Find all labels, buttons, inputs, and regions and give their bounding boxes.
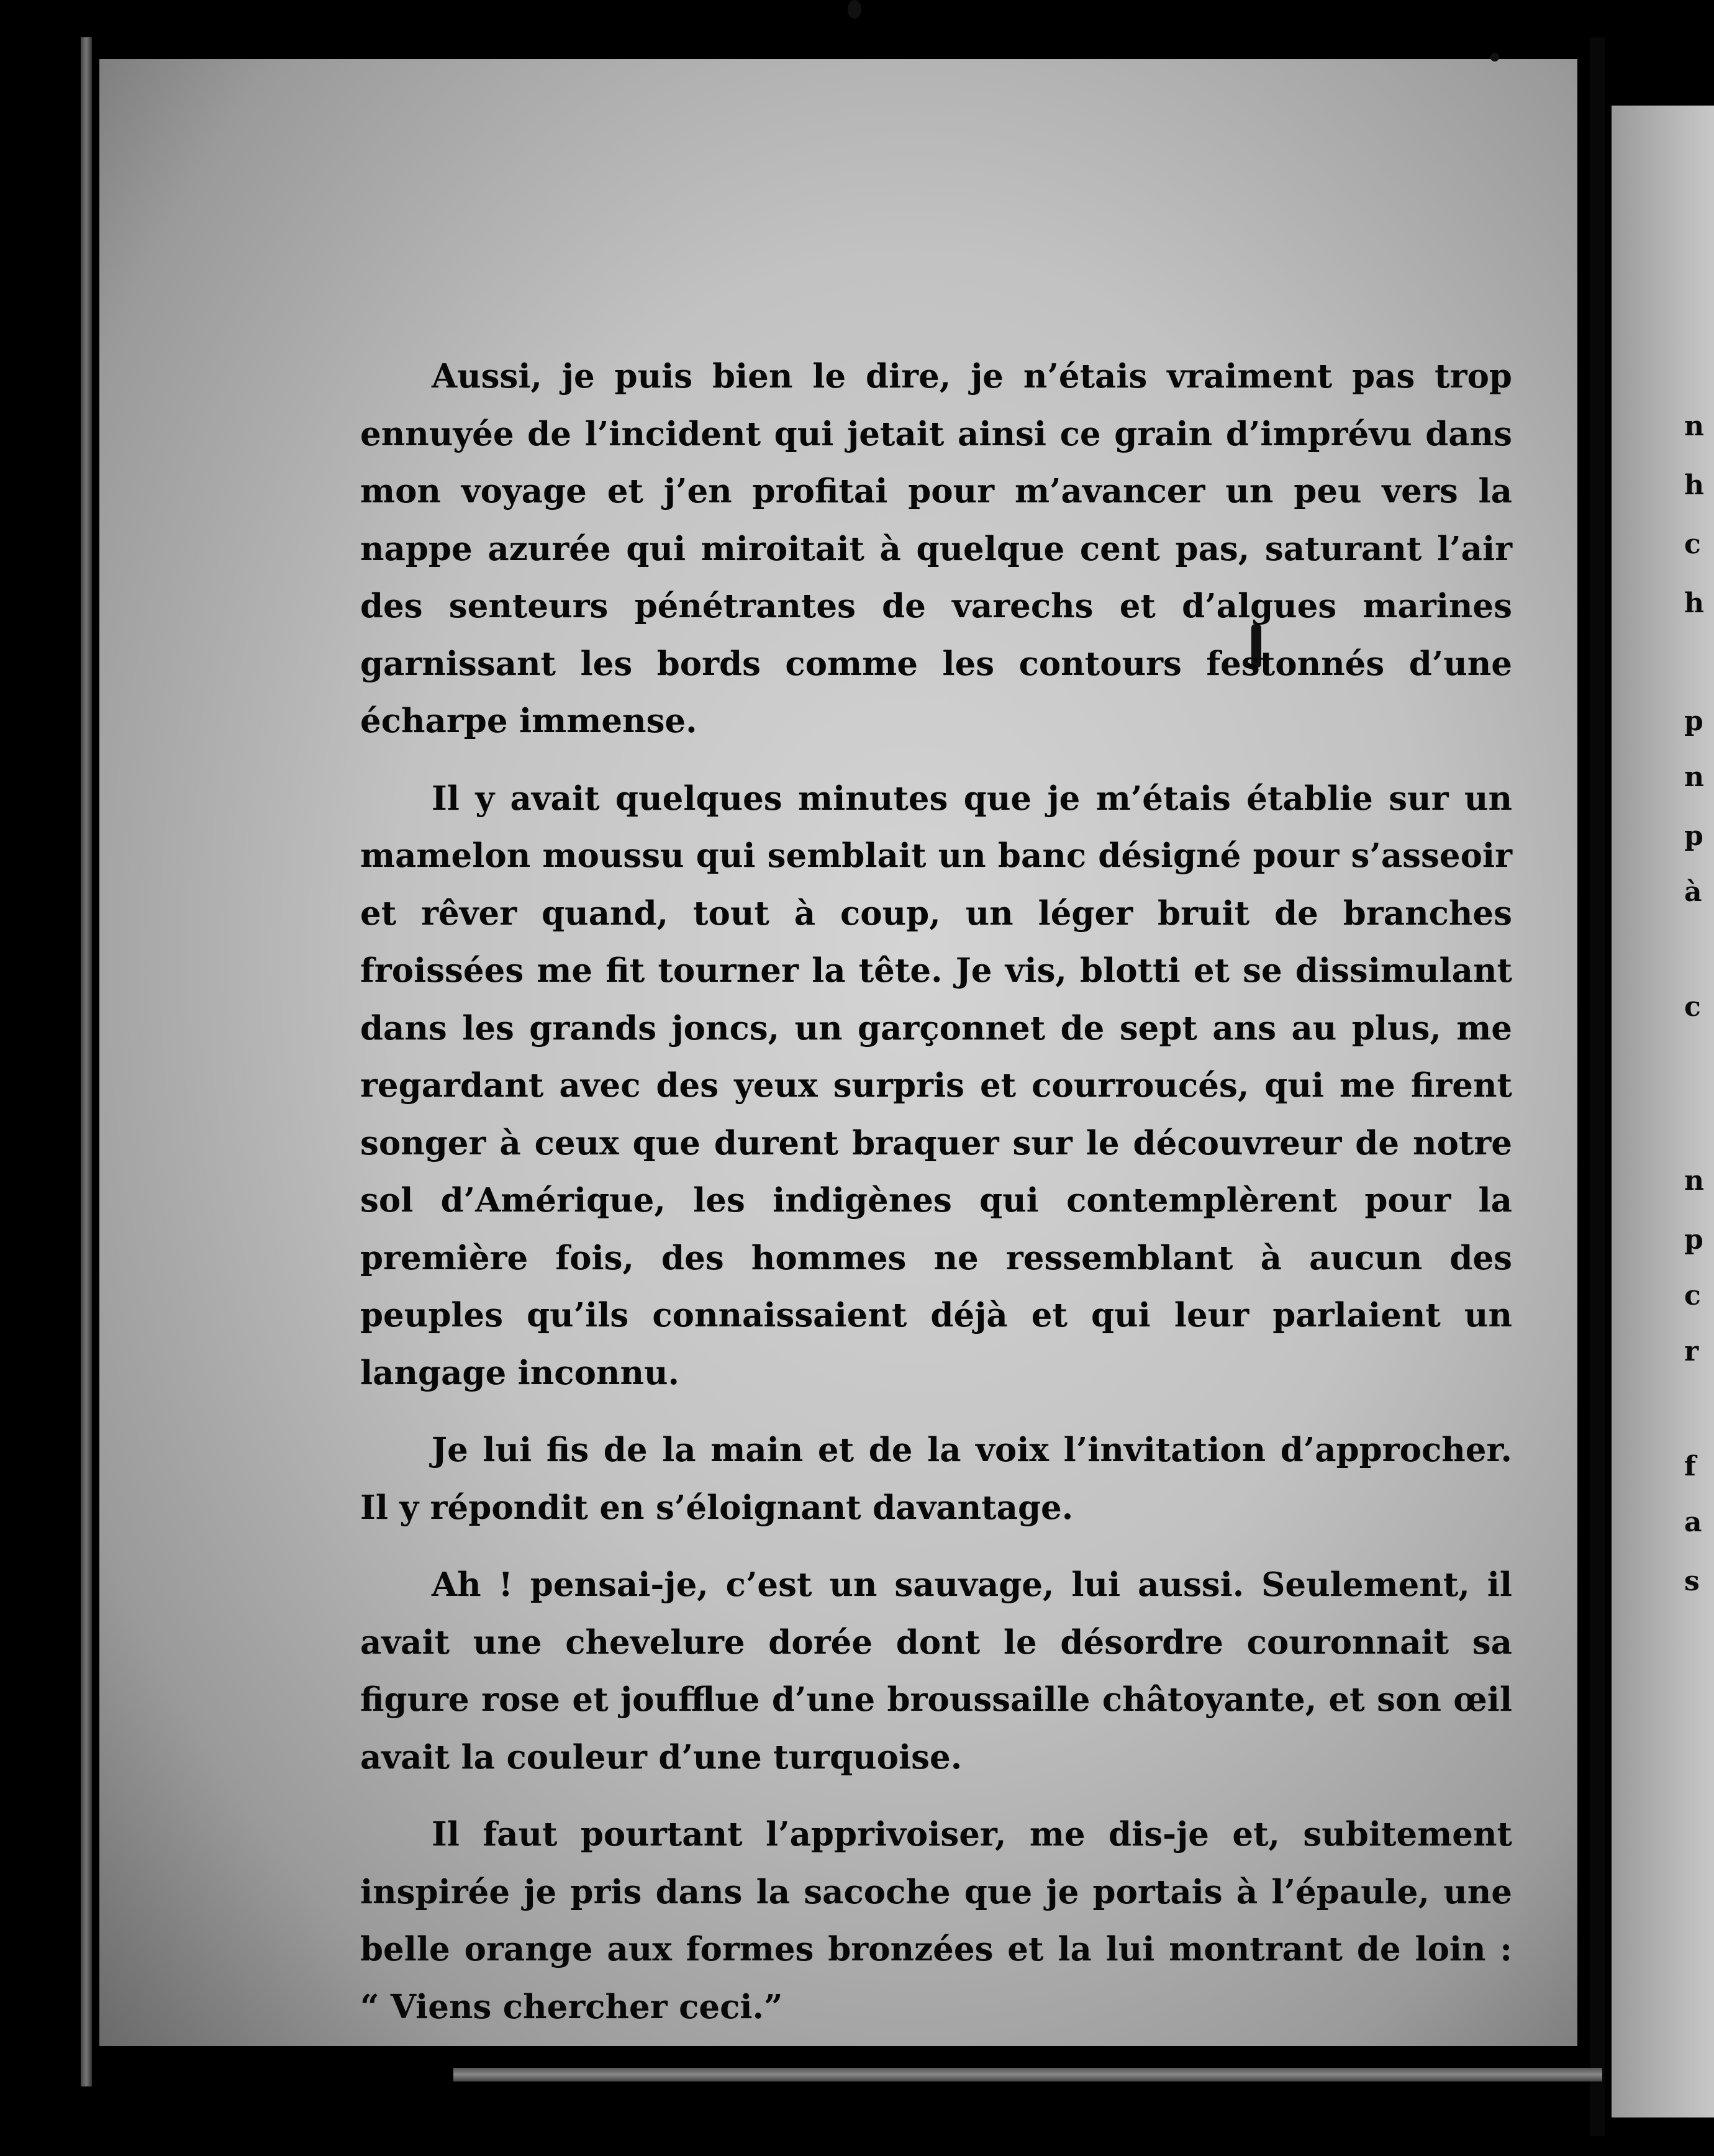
adjacent-page-fragment: n	[1684, 761, 1704, 793]
adjacent-page-fragment: f	[1684, 1451, 1696, 1482]
adjacent-page-fragment: à	[1684, 876, 1702, 908]
adjacent-page-fragment: s	[1684, 1565, 1700, 1597]
adjacent-page-fragment: p	[1684, 820, 1703, 852]
paragraph: Il y avait quelques minutes que je m’étais établie sur un mamelon moussu qui semblait un banc désigné pour s’asseoir et rêver quand, tout à coup, un léger bruit de branches froissées me fit tourner la tête. Je vis, blotti et se dissimulant dans les grands joncs, un garçonnet de sept ans au plus, me regardant avec des yeux surpris et courroucés, qui me firent songer à ceux que durent braquer sur le découvreur de notre sol d’Amérique, les indigènes qui contemplèrent pour la première fois, des hommes ne ressemblant à aucun des peuples qu’ils connaissaient déjà et qui leur parlaient un langage inconnu.	[360, 779, 1512, 1392]
adjacent-page-fragment: n	[1684, 1165, 1704, 1197]
adjacent-page-fragment: a	[1684, 1506, 1702, 1538]
paragraph: Il faut pourtant l’apprivoiser, me dis-je et, subitement inspirée je pris dans la sacoche que je portais à l’épaule, une belle orange aux formes bronzées et la lui montrant de loin : “ Viens chercher ceci.”	[360, 1815, 1512, 2026]
adjacent-page-fragment: c	[1684, 991, 1701, 1023]
paragraph: Aussi, je puis bien le dire, je n’étais vraiment pas trop ennuyée de l’incident qui jetait ainsi ce grain d’imprévu dans mon voyage et j’en profitai pour m’avancer un peu vers la nappe azurée qui miroitait à quelque cent pas, saturant l’air des senteurs pénétrantes de varechs et d’algues marines garnissant les bords comme les contours festonnés d’une écharpe immense.	[360, 357, 1512, 740]
adjacent-page-fragment: c	[1684, 1280, 1701, 1311]
paragraph: Ah ! pensai-je, c’est un sauvage, lui aussi. Seulement, il avait une chevelure dorée dont le désordre couronnait sa figure rose et joufflue d’une broussaille châtoyante, et son œil avait la couleur d’une turquoise.	[360, 1565, 1512, 1777]
paragraph: Je lui fis de la main et de la voix l’invitation d’approcher. Il y répondit en s’éloignant davantage.	[360, 1431, 1512, 1527]
adjacent-page-fragment: p	[1684, 705, 1703, 737]
adjacent-page-fragment: p	[1684, 1224, 1703, 1256]
body-text	[360, 348, 1512, 2055]
book-bottom-edge	[453, 2068, 1602, 2081]
adjacent-page-fragment: c	[1684, 528, 1701, 560]
book-left-edge	[81, 37, 92, 2086]
adjacent-page-fragment: h	[1684, 469, 1704, 501]
adjacent-page-fragment: r	[1684, 1336, 1699, 1367]
scan-speck	[848, 0, 861, 19]
page-gutter	[1590, 37, 1605, 2136]
adjacent-page-edge	[1612, 106, 1714, 2118]
adjacent-page-fragment: n	[1684, 410, 1704, 442]
adjacent-page-fragment: h	[1684, 587, 1704, 619]
scan-speck	[1490, 53, 1499, 61]
